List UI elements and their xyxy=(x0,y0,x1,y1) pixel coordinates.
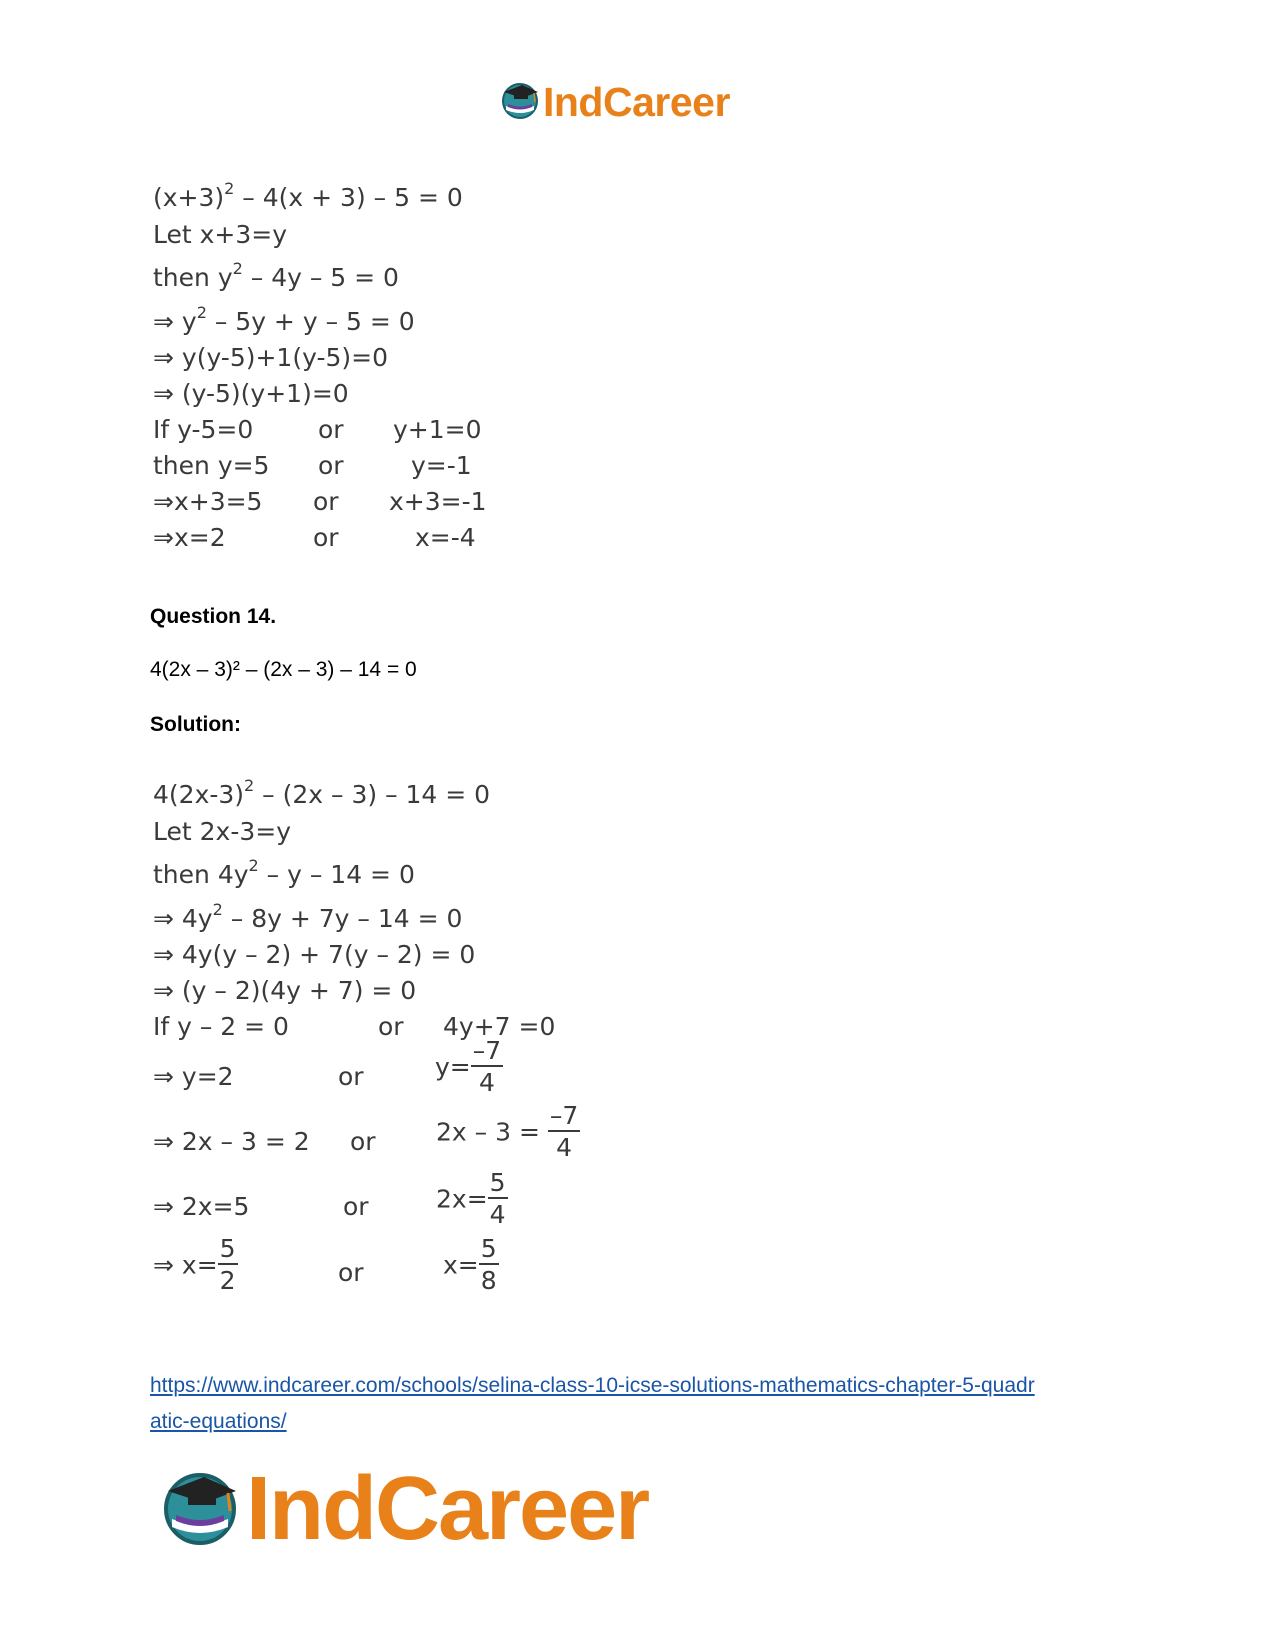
brand-name: IndCareer xyxy=(543,78,730,125)
math-line: ⇒ 2x – 3 = 2 or 2x – 3 = $\frac{-7}{4}$ xyxy=(153,1101,579,1162)
solution-13-steps: $(x+3)^2 - 4(x + 3) - 5 = 0$ Let x+3=y then $y^2 - 4y - 5 = 0$ ⇒ $y^2 - 5y + y - 5 = 0$ ⇒ y(y-5)+1(y-5)=0 ⇒ (y-5)(y+1)=0 If y-5=0 or y+1=0 then y=5 or y=-1 ⇒x+3=5 or x+3=-1 ⇒x=2 or x=-4 xyxy=(153,179,487,552)
brand-name: IndCareer xyxy=(246,1458,649,1559)
math-line: Let 2x-3=y xyxy=(153,817,291,846)
source-link[interactable] xyxy=(150,1368,1035,1440)
graduation-cap-book-globe-icon xyxy=(500,80,540,125)
math-line: then $y^2 - 4y - 5 = 0$ xyxy=(153,259,399,292)
solution-14-steps: $4(2x-3)^2 - (2x - 3) - 14 = 0$ Let 2x-3=y then $4y^2 - y - 14 = 0$ ⇒ $4y^2 - 8y + 7y - 14 = 0$ ⇒ 4y(y – 2) + 7(y – 2) = 0 ⇒ (y – 2)(4y + 7) = 0 If y – 2 = 0 or 4y+7 =0 ⇒ y=2 or y= $\frac{-7}{4}$ ⇒ 2x – 3 = 2 or 2x – 3 = $\frac{-7}{4}$ ⇒ 2x=5 or 2x= $\frac{5}{4}$ ⇒ x= $\frac{5}{2}$ or x= $\frac{5}{8}$ xyxy=(153,780,603,1320)
math-line: ⇒ $4y^2 - 8y + 7y - 14 = 0$ xyxy=(153,900,463,933)
question-equation: 4(2x – 3)² – (2x – 3) – 14 = 0 xyxy=(150,658,417,681)
solution-label: Solution: xyxy=(150,713,241,736)
source-link-line-2[interactable]: atic-equations/ xyxy=(150,1410,287,1433)
math-line: $4(2x-3)^2 - (2x - 3) - 14 = 0$ xyxy=(153,776,491,809)
math-line: then $4y^2 - y - 14 = 0$ xyxy=(153,856,415,889)
source-link-line-1[interactable]: https://www.indcareer.com/schools/selina-class-10-icse-solutions-mathematics-chapter-5-quadr xyxy=(150,1374,1035,1397)
math-line: ⇒ (y – 2)(4y + 7) = 0 xyxy=(153,976,417,1005)
footer-logo xyxy=(160,1458,649,1559)
math-line: ⇒ x= $\frac{5}{2}$ or x= $\frac{5}{8}$ xyxy=(153,1234,497,1295)
header-logo xyxy=(500,80,730,124)
math-line: ⇒ y=2 or y= $\frac{-7}{4}$ xyxy=(153,1036,502,1097)
math-line: ⇒ 2x=5 or 2x= $\frac{5}{4}$ xyxy=(153,1168,506,1229)
math-line: ⇒ $y^2 - 5y + y - 5 = 0$ xyxy=(153,303,415,336)
math-line: ⇒ (y-5)(y+1)=0 xyxy=(153,379,349,408)
question-title: Question 14. xyxy=(150,605,277,628)
math-line: ⇒ y(y-5)+1(y-5)=0 xyxy=(153,343,388,372)
math-line: Let x+3=y xyxy=(153,220,288,249)
graduation-cap-book-globe-icon xyxy=(160,1467,240,1552)
math-line: $(x+3)^2 - 4(x + 3) - 5 = 0$ xyxy=(153,179,463,212)
math-line: ⇒ 4y(y – 2) + 7(y – 2) = 0 xyxy=(153,940,476,969)
